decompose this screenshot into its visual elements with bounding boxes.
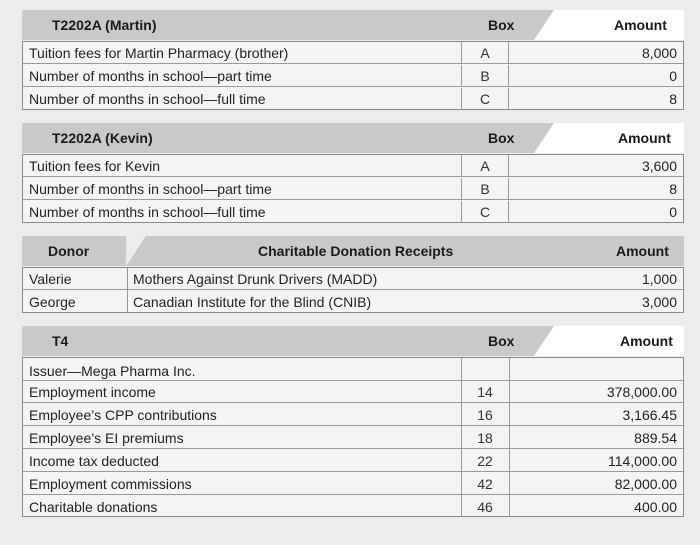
row-amount: 82,000.00 — [614, 476, 677, 492]
row-description: Employment commissions — [29, 476, 192, 492]
t4-issuer: Issuer—Mega Pharma Inc. — [29, 363, 196, 379]
amount-column-header: Amount — [618, 130, 671, 146]
table-row — [23, 65, 683, 87]
table-row — [23, 178, 683, 200]
amount-column-header: Amount — [620, 333, 673, 349]
row-box: 46 — [477, 499, 493, 515]
box-column-header: Box — [488, 333, 515, 349]
row-amount: 114,000.00 — [607, 453, 677, 469]
row-description: Number of months in school—part time — [29, 181, 272, 197]
table-row — [23, 42, 683, 64]
row-box: C — [461, 88, 509, 110]
row-amount: 1,000 — [641, 271, 677, 287]
row-amount: 889.54 — [634, 430, 677, 446]
t2202a-kevin-header — [22, 123, 684, 153]
row-amount: 3,166.45 — [622, 407, 677, 423]
row-description: Employee’s EI premiums — [29, 430, 184, 446]
row-box: 22 — [477, 453, 493, 469]
issuer-row — [23, 358, 683, 381]
table-row — [23, 201, 683, 223]
row-description: Charitable donations — [29, 499, 158, 515]
table-row — [23, 404, 683, 426]
row-box: 14 — [477, 384, 493, 400]
row-description: Tuition fees for Kevin — [29, 158, 160, 174]
row-description: Number of months in school—full time — [29, 204, 266, 220]
donor-name: George — [29, 294, 76, 310]
row-description: Employment income — [29, 384, 156, 400]
row-amount: 3,600 — [641, 158, 677, 174]
donation-organization: Canadian Institute for the Blind (CNIB) — [133, 294, 372, 310]
row-description: Tuition fees for Martin Pharmacy (brother) — [29, 45, 289, 61]
box-column-header: Box — [488, 130, 515, 146]
donation-receipts-rows — [22, 267, 684, 313]
amount-column-header: Amount — [616, 243, 669, 259]
row-box: C — [461, 201, 509, 223]
row-amount: 8 — [669, 181, 677, 197]
table-row — [23, 473, 683, 495]
row-description: Number of months in school—full time — [29, 91, 266, 107]
row-box: A — [461, 155, 509, 177]
t2202a-martin-rows — [22, 41, 684, 110]
row-box: B — [461, 178, 509, 200]
box-column-header: Box — [488, 17, 515, 33]
table-row — [23, 381, 683, 403]
row-amount: 378,000.00 — [606, 384, 677, 400]
row-amount: 400.00 — [634, 499, 677, 515]
row-description: Number of months in school—part time — [29, 68, 272, 84]
row-box: 16 — [477, 407, 493, 423]
donation-receipts-header — [22, 236, 684, 266]
row-box: 42 — [477, 476, 493, 492]
table-row — [23, 496, 683, 518]
row-box: B — [461, 65, 509, 87]
row-amount: 0 — [669, 68, 677, 84]
row-amount: 8,000 — [641, 45, 677, 61]
t4-title: T4 — [52, 333, 69, 349]
row-amount: 3,000 — [641, 294, 677, 310]
donation-organization: Mothers Against Drunk Drivers (MADD) — [133, 271, 378, 287]
row-description: Income tax deducted — [29, 453, 159, 469]
table-row — [23, 427, 683, 449]
donor-column-header: Donor — [48, 243, 90, 259]
t2202a-martin-title: T2202A (Martin) — [52, 17, 157, 33]
donor-name: Valerie — [29, 271, 72, 287]
donation-receipts-title: Charitable Donation Receipts — [258, 243, 454, 259]
table-row — [23, 155, 683, 177]
row-description: Employee’s CPP contributions — [29, 407, 217, 423]
table-row — [23, 268, 683, 290]
t2202a-martin-header — [22, 10, 684, 40]
amount-column-header: Amount — [614, 17, 667, 33]
t4-rows — [22, 357, 684, 517]
t2202a-kevin-rows — [22, 154, 684, 223]
row-amount: 8 — [669, 91, 677, 107]
row-box: 18 — [477, 430, 493, 446]
table-row — [23, 88, 683, 110]
t2202a-kevin-title: T2202A (Kevin) — [52, 130, 153, 146]
t4-header — [22, 326, 684, 356]
table-row — [23, 450, 683, 472]
table-row — [23, 291, 683, 313]
row-box: A — [461, 42, 509, 64]
row-amount: 0 — [669, 204, 677, 220]
